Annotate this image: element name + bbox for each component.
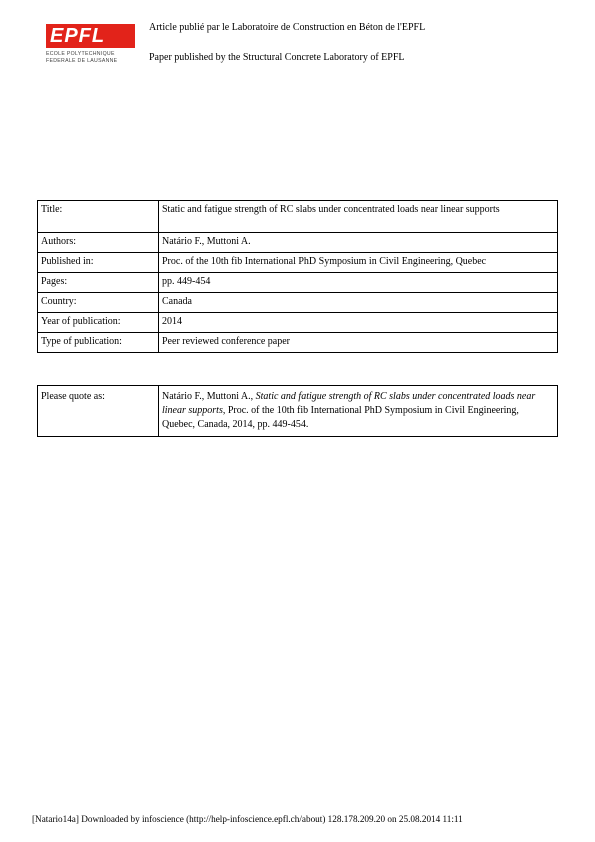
row-value: pp. 449-454 xyxy=(159,273,558,293)
epfl-logo xyxy=(46,24,135,68)
row-value: 2014 xyxy=(159,313,558,333)
quote-text xyxy=(159,386,558,437)
header-english: Paper published by the Structural Concrete Laboratory of EPFL xyxy=(149,52,405,63)
epfl-logo-line1: ÉCOLE POLYTECHNIQUE xyxy=(46,51,115,57)
quote-label: Please quote as: xyxy=(38,386,159,437)
row-value: Peer reviewed conference paper xyxy=(159,333,558,353)
row-label: Published in: xyxy=(38,253,159,273)
epfl-logo-mark xyxy=(46,24,135,48)
table-row-published-in xyxy=(38,253,558,273)
header-french: Article publié par le Laboratoire de Construction en Béton de l'EPFL xyxy=(149,22,426,33)
epfl-logo-line2: FÉDÉRALE DE LAUSANNE xyxy=(46,58,118,64)
citation-table xyxy=(37,385,558,437)
row-label: Year of publication: xyxy=(38,313,159,333)
quote-paper-title: Static and fatigue strength of RC slabs under concentrated loads near linear supports xyxy=(162,391,536,416)
row-label: Authors: xyxy=(38,233,159,253)
table-row-type xyxy=(38,333,558,353)
table-row-pages xyxy=(38,273,558,293)
row-value: Proc. of the 10th fib International PhD Symposium in Civil Engineering, Quebec xyxy=(159,253,558,273)
row-value: Canada xyxy=(159,293,558,313)
row-label: Title: xyxy=(38,201,159,233)
table-row-authors xyxy=(38,233,558,253)
download-footer: [Natario14a] Downloaded by infoscience (http://help-infoscience.epfl.ch/about) 128.178.209.20 on 25.08.2014 11:11 xyxy=(32,814,463,824)
row-value: Static and fatigue strength of RC slabs under concentrated loads near linear supports xyxy=(159,201,558,233)
epfl-logo-letters: EPFL xyxy=(50,25,106,47)
row-label: Type of publication: xyxy=(38,333,159,353)
row-label: Country: xyxy=(38,293,159,313)
publication-metadata-table xyxy=(37,200,558,353)
quote-source: , Proc. of the 10th fib International PhD Symposium in Civil Engineering, Quebec, Canada, 2014, pp. 449-454. xyxy=(162,405,519,430)
table-row-title xyxy=(38,201,558,233)
table-row-country xyxy=(38,293,558,313)
table-row-quote xyxy=(38,386,558,437)
table-row-year xyxy=(38,313,558,333)
row-value: Natário F., Muttoni A. xyxy=(159,233,558,253)
row-label: Pages: xyxy=(38,273,159,293)
quote-authors: Natário F., Muttoni A., xyxy=(162,391,256,402)
